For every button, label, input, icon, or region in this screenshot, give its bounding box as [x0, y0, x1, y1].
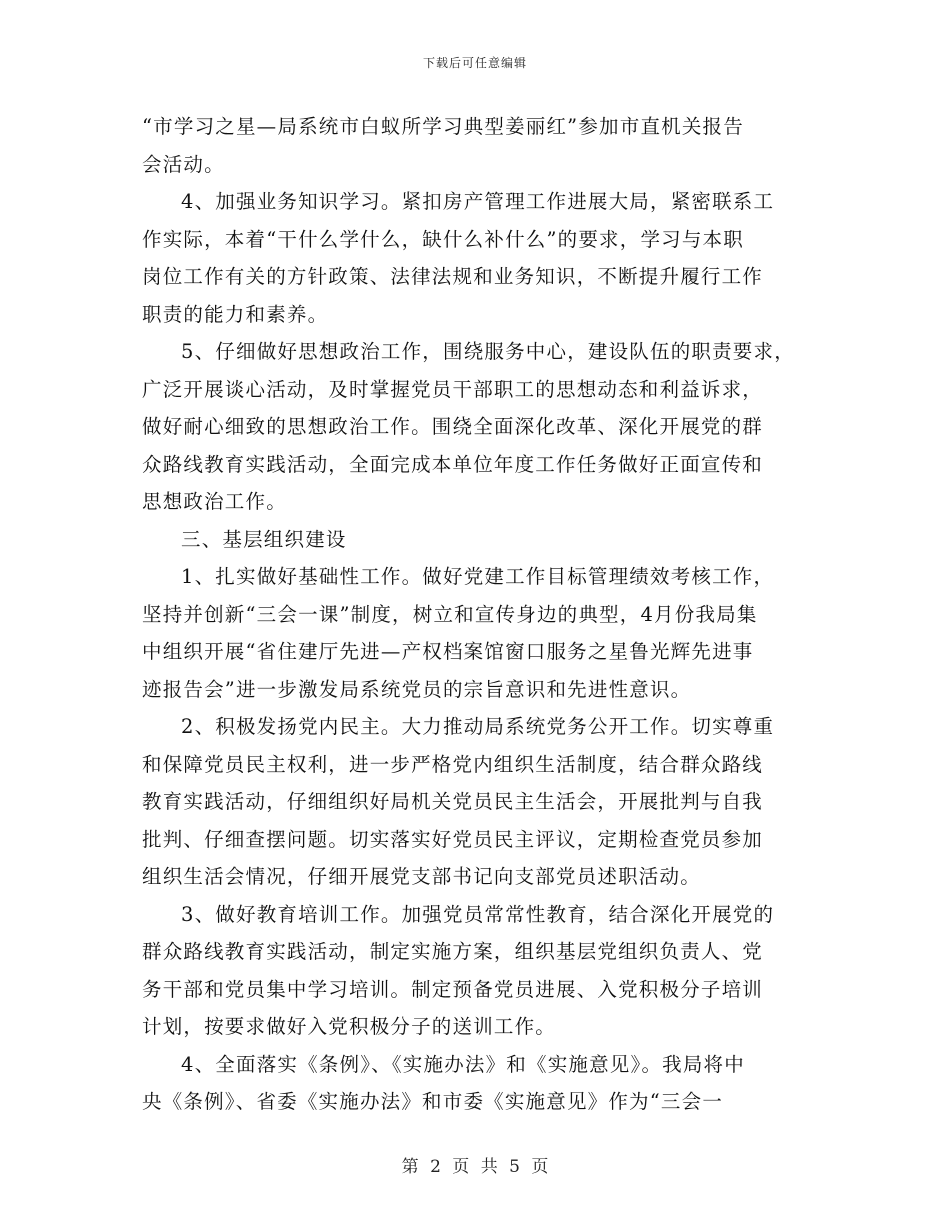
text-line: “市学习之星—局系统市白蚁所学习典型姜丽红”参加市直机关报告 [142, 115, 744, 138]
text-line: 广泛开展谈心活动，及时掌握党员干部职工的思想动态和利益诉求， [142, 377, 764, 401]
text-line: 中组织开展“省住建厅先进—产权档案馆窗口服务之星鲁光辉先进事 [142, 640, 754, 663]
text-line: 众路线教育实践活动，全面完成本单位年度工作任务做好正面宣传和 [142, 452, 764, 476]
text-line: 和保障党员民主权利，进一步严格党内组织生活制度，结合群众路线 [142, 752, 764, 776]
paragraph-start-line: 2、积极发扬党内民主。大力推动局系统党务公开工作。切实尊重 [181, 715, 775, 738]
page-footer: 第 2 页 共 5 页 [401, 1157, 549, 1177]
section-heading: 三、基层组织建设 [181, 527, 347, 551]
paragraph-start-line: 4、全面落实《条例》、《实施办法》和《实施意见》。我局将中 [181, 1052, 745, 1076]
paragraph-start-line: 1、扎实做好基础性工作。做好党建工作目标管理绩效考核工作， [181, 565, 775, 588]
text-line: 作实际，本着“干什么学什么，缺什么补什么”的要求，学习与本职 [142, 227, 744, 251]
text-line: 教育实践活动，仔细组织好局机关党员民主生活会，开展批判与自我 [142, 790, 764, 813]
paragraph-start-line: 5、仔细做好思想政治工作，围绕服务中心，建设队伍的职责要求， [181, 340, 795, 363]
text-line: 坚持并创新“三会一课”制度，树立和宣传身边的典型，4月份我局集 [142, 602, 758, 626]
paragraph-start-line: 4、加强业务知识学习。紧扣房产管理工作进展大局，紧密联系工 [181, 190, 775, 213]
text-line: 职责的能力和素养。 [142, 302, 329, 326]
text-line: 岗位工作有关的方针政策、法律法规和业务知识，不断提升履行工作 [142, 265, 764, 288]
text-line: 计划，按要求做好入党积极分子的送训工作。 [142, 1015, 557, 1038]
text-line: 迹报告会”进一步激发局系统党员的宗旨意识和先进性意识。 [142, 677, 692, 701]
text-line: 群众路线教育实践活动，制定实施方案，组织基层党组织负责人、党 [142, 940, 764, 963]
paragraph-start-line: 3、做好教育培训工作。加强党员常常性教育，结合深化开展党的 [181, 902, 775, 926]
text-line: 会活动。 [142, 152, 225, 176]
page-header: 下载后可任意编辑 [422, 56, 527, 70]
text-line: 组织生活会情况，仔细开展党支部书记向支部党员述职活动。 [142, 865, 701, 888]
text-line: 批判、仔细查摆问题。切实落实好党员民主评议，定期检查党员参加 [142, 827, 764, 851]
document-body [142, 108, 822, 1121]
text-line: 做好耐心细致的思想政治工作。围绕全面深化改革、深化开展党的群 [142, 415, 764, 438]
text-line: 思想政治工作。 [142, 490, 287, 513]
text-line: 央《条例》、省委《实施办法》和市委《实施意见》作为“三会一 [142, 1090, 724, 1113]
text-line: 务干部和党员集中学习培训。制定预备党员进展、入党积极分子培训 [142, 977, 764, 1001]
